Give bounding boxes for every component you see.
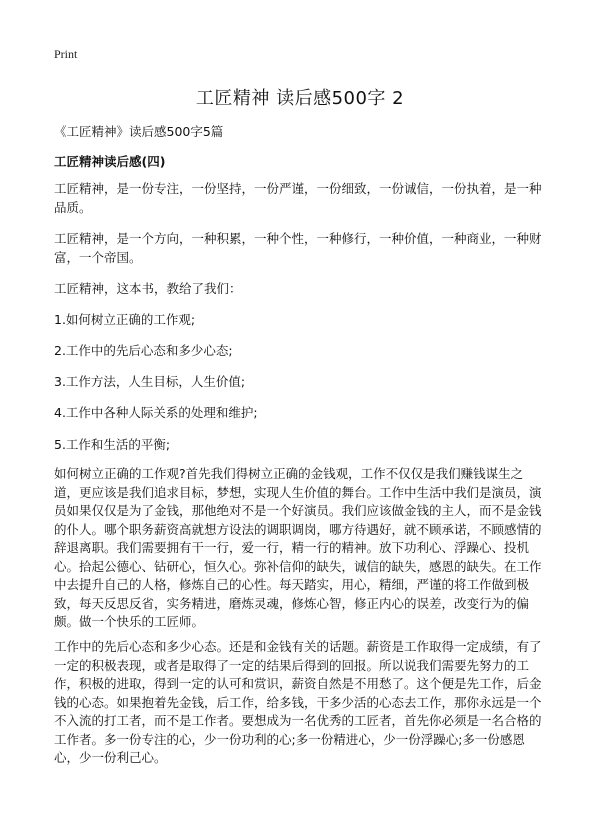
- paragraph: 工作中的先后心态和多少心态。还是和金钱有关的话题。薪资是工作取得一定成绩，有了一定的积极表现，或者是取得了一定的结果后得到的回报。所以说我们需要先努力的工作，积极的进取，得到一定的认可和赏识，薪资自然是不用愁了。这个便是先工作，后金钱的心态。如果抱着先金钱，后工作，给多钱，干多少活的心态去工作，那你永远是一个不入流的打工者，而不是工作者。要想成为一名优秀的工匠者，首先你必须是一名合格的工作者。多一份专注的心，少一份功利的心;多一份精进心，少一份浮躁心;多一份感恩心，少一份利己心。: [54, 639, 542, 765]
- paragraph: 如何树立正确的工作观?首先我们得树立正确的金钱观，工作不仅仅是我们赚钱谋生之道，更应该是我们追求目标，梦想，实现人生价值的舞台。工作中生活中我们是演员，演员如果仅仅是为了金钱，那他绝对不是一个好演员。我们应该做金钱的主人，而不是金钱的仆人。哪个职务薪资高就想方设法的调职调岗，哪方待遇好，就不顾承诺，不顾感情的辞退离职。我们需要拥有干一行，爱一行，精一行的精神。放下功利心、浮躁心、投机心。拾起公德心、钻研心，恒久心。弥补信仰的缺失，诚信的缺失，感恩的缺失。在工作中去提升自己的人格，修炼自己的心性。每天踏实，用心，精细，严谨的将工作做到极致，每天反思反省，实务精进，磨炼灵魂，修炼心智，修正内心的误差，改变行为的偏颇。做一个快乐的工匠师。: [54, 466, 542, 629]
- list-item: 2.工作中的先后心态和多少心态;: [54, 343, 233, 358]
- paragraph: 工匠精神，是一份专注，一份坚持，一份严谨，一份细致，一份诚信，一份执着，是一种品质。: [54, 181, 542, 215]
- print-label[interactable]: Print: [54, 47, 78, 61]
- list-item: 4.工作中各种人际关系的处理和维护;: [54, 405, 258, 420]
- list-item: 1.如何树立正确的工作观;: [54, 312, 196, 327]
- paragraph: 工匠精神，是一个方向，一种积累，一种个性，一种修行，一种价值，一种商业，一种财富，一个帝国。: [54, 231, 542, 265]
- list-item: 3.工作方法，人生目标，人生价值;: [54, 374, 246, 389]
- document-subtitle: 《工匠精神》读后感500字5篇: [54, 124, 224, 139]
- page-title: 工匠精神 读后感500字 2: [195, 88, 405, 109]
- section-heading: 工匠精神读后感(四): [54, 154, 166, 169]
- list-item: 5.工作和生活的平衡;: [54, 437, 171, 452]
- paragraph: 工匠精神，这本书，教给了我们：: [54, 281, 242, 296]
